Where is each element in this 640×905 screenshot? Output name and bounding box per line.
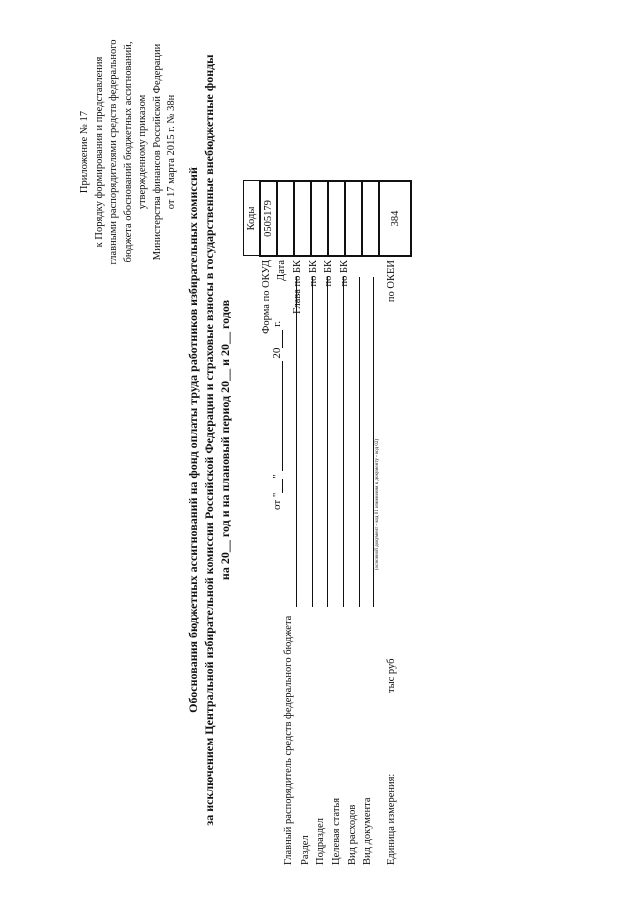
- document-title-line2: за исключением Центральной избирательной комиссии Российской Федерации и страховые взносы в государственные внебюджетные фонды: [202, 54, 216, 826]
- appendix-line: бюджета обоснований бюджетных ассигнований,: [122, 41, 134, 263]
- bk-label-3: по БК: [339, 260, 350, 287]
- field-label-expense: Вид расходов: [347, 804, 358, 865]
- bk-code-cell-1[interactable]: [311, 181, 328, 256]
- okei-label: по ОКЕИ: [386, 260, 397, 303]
- field-manager-line[interactable]: [296, 277, 297, 607]
- date-code-cell[interactable]: [277, 181, 294, 256]
- appendix-line: к Порядку формирования и представления: [93, 56, 105, 248]
- appendix-line: от 17 марта 2015 г. № 38н: [166, 94, 177, 210]
- codes-table: [243, 180, 412, 257]
- field-label-doctype: Вид документа: [362, 797, 373, 865]
- field-label-subsection: Подраздел: [315, 818, 326, 865]
- field-section-line[interactable]: [312, 277, 313, 607]
- date-mid: ": [271, 474, 283, 479]
- bk-label-1: по БК: [308, 260, 319, 287]
- field-subsection-line[interactable]: [327, 277, 328, 607]
- date-code-label: Дата: [276, 260, 287, 281]
- appendix-line: главными распорядителями средств федерального: [108, 39, 119, 265]
- date-prefix: от ": [271, 492, 283, 510]
- date-suffix: г.: [271, 320, 283, 327]
- field-doctype-line[interactable]: [373, 277, 374, 607]
- chapter-code-cell[interactable]: [294, 181, 311, 256]
- field-target-line[interactable]: [343, 277, 344, 607]
- okud-code: 0505179: [260, 181, 277, 256]
- unit-label: Единица измерения:: [386, 773, 397, 865]
- unit-value: тыс руб: [386, 658, 397, 693]
- chapter-bk-label: Глава по БК: [292, 260, 303, 314]
- document-title-line3: на 20__ год и на плановый период 20__ и 20__ годов: [218, 299, 232, 581]
- okei-code: 384: [379, 181, 411, 256]
- appendix-line: Министерства финансов Российской Федерации: [151, 43, 163, 261]
- blank-code-cell[interactable]: [362, 181, 379, 256]
- date-day-blank[interactable]: [270, 479, 283, 493]
- date-month-blank[interactable]: [270, 361, 283, 471]
- bk-code-cell-2[interactable]: [328, 181, 345, 256]
- appendix-line: утвержденному приказом: [137, 94, 148, 210]
- doctype-caption: (основной документ - код 01 изменения к документу - код 02): [375, 438, 380, 570]
- bk-label-2: по БК: [323, 260, 334, 287]
- appendix-line: Приложение № 17: [79, 110, 90, 194]
- bk-code-cell-3[interactable]: [345, 181, 362, 256]
- field-label-section: Раздел: [300, 835, 311, 865]
- okud-label: Форма по ОКУД: [261, 260, 272, 334]
- appendix-block: [78, 27, 180, 277]
- document-title-line1: Обоснования бюджетных ассигнований на фонд оплаты труда работников избирательных комиссий: [186, 167, 200, 713]
- date-line: [270, 321, 283, 510]
- codes-header: Коды: [244, 181, 261, 256]
- field-label-manager: Главный распорядитель средств федерального бюджета: [283, 615, 294, 865]
- date-year: 20: [271, 347, 283, 359]
- field-label-target: Целевая статья: [331, 797, 342, 865]
- field-expense-line[interactable]: [359, 277, 360, 607]
